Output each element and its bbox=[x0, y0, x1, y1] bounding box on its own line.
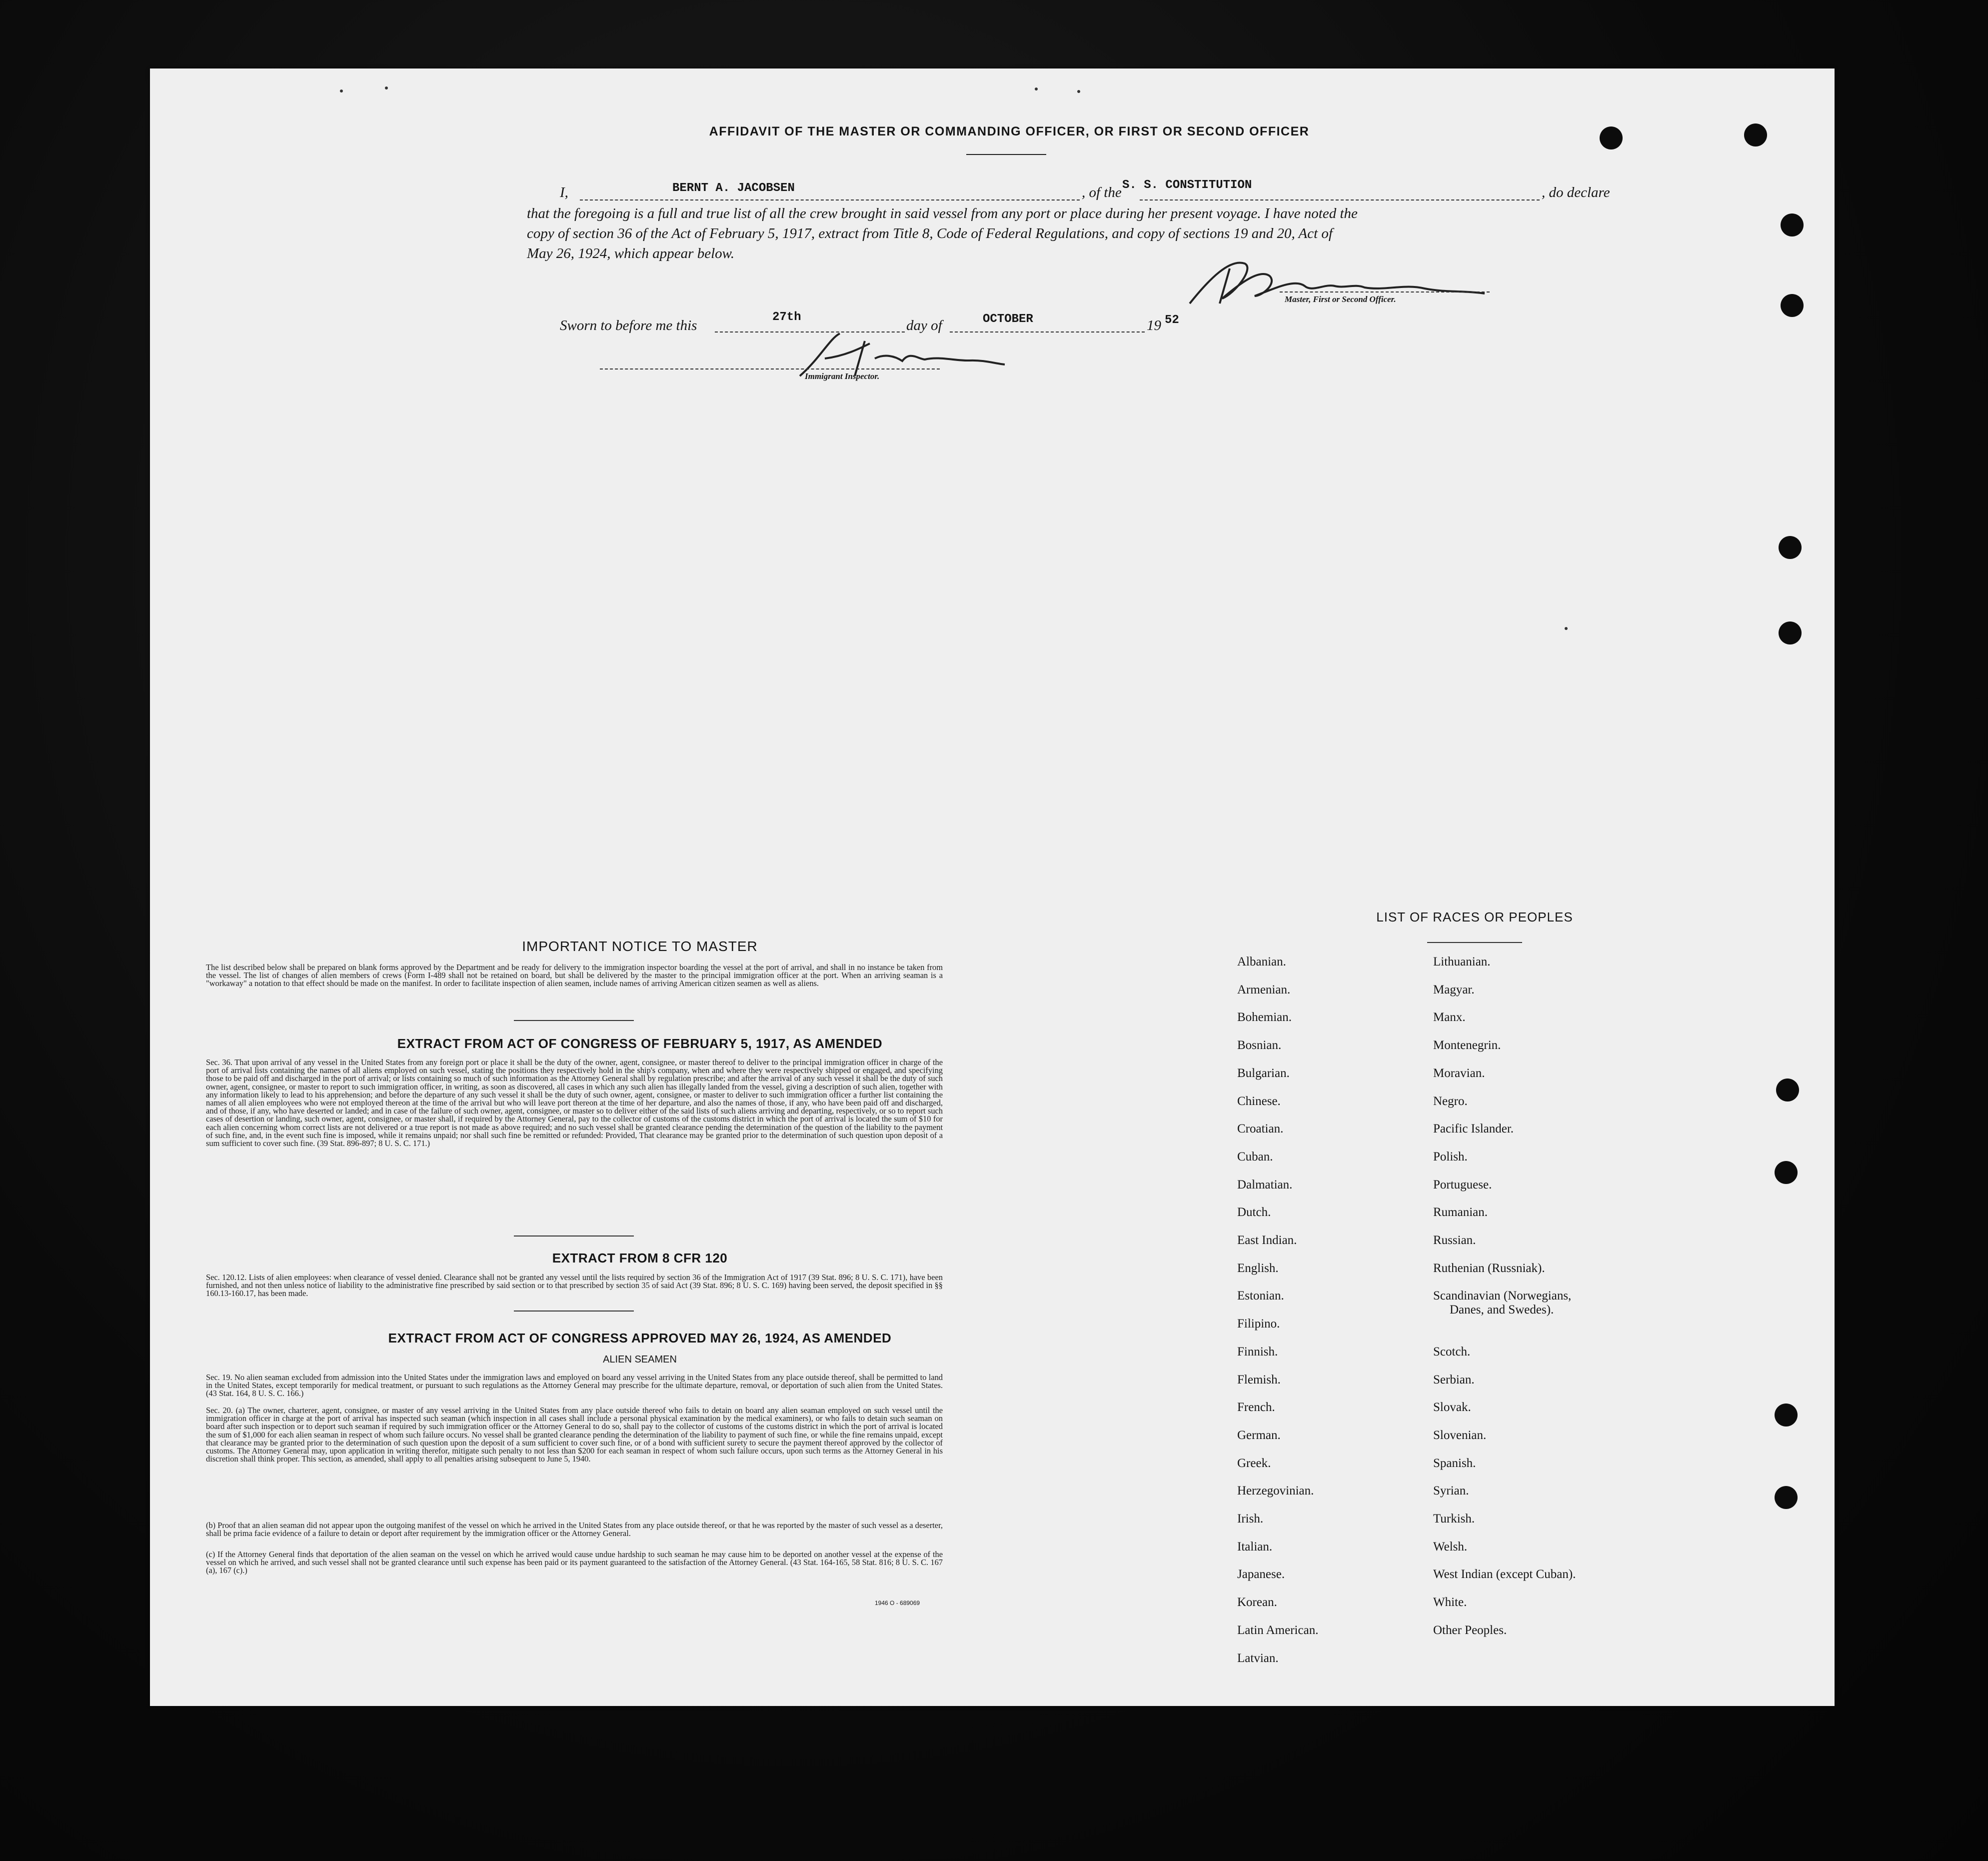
affidavit-title: AFFIDAVIT OF THE MASTER OR COMMANDING OFFICER, OR FIRST OR SECOND OFFICER bbox=[709, 124, 1310, 138]
print-code: 1946 O - 689069 bbox=[875, 1600, 920, 1606]
race-item: Japanese. bbox=[1237, 1568, 1285, 1582]
of-the-label: , of the bbox=[1082, 184, 1122, 200]
race-item: English. bbox=[1237, 1261, 1279, 1275]
race-item: Montenegrin. bbox=[1433, 1038, 1501, 1052]
punch-hole-icon bbox=[1775, 1161, 1798, 1184]
document-page bbox=[150, 68, 1835, 1706]
races-title-underline bbox=[1427, 942, 1522, 943]
extract-1924-sec19: Sec. 19. No alien seaman excluded from admission into the United States under the immigration laws and employed on board any vessel arriving in the United States from any place outside thereof, shall be permitted to land in the United States, except temporarily for medical treatment, or pursuant to such regulations as the Attorney General may prescribe for the ultimate departure, removal, or deportation of such alien from the United States. (43 Stat. 164, 8 U. S. C. 166.) bbox=[206, 1372, 943, 1398]
master-signature-mark bbox=[1175, 248, 1495, 318]
extract-1917-text: Sec. 36. That upon arrival of any vessel in the United States from any foreign port or place it shall be the duty of the owner, agent, consignee, or master thereof to deliver to the principal immigration officer in charge of the port of arrival lists containing the names of all aliens employed on such vessel, stating the positions they respectively hold in the ship's company, when and where they were respectively shipped or engaged, and specifying those to be paid off and discharged in the port of arrival; or lists containing so much of such information as the Attorney General shall by regulation prescribe; and after the arrival of any such vessel it shall be the duty of such owner, agent, consignee, or master to report to such immigration officer, in writing, as soon as discovered, all cases in which any such alien has illegally landed from the vessel, giving a description of such alien, together with any information likely to lead to his apprehension; and before the departure of any such vessel it shall be the duty of such owner, agent, consignee, or master to deliver to such immigration officer a further list containing the names of all alien employees who were not employed thereon at the time of the arrival but who will leave port thereon at the time of her departure, and also the names of those, if any, who have been paid off and discharged, and of those, if any, who have deserted or landed; and in case of the failure of such owner, agent, consignee, or master so to deliver either of the said lists of such aliens arriving and departing, respectively, or so to report such cases of desertion or landing, such owner, agent, consignee, or master shall, if required by the Attorney General, pay to the collector of customs of the customs district in which the port of arrival is located the sum of $10 for each alien concerning whom correct lists are not delivered or a true report is not made as above required; and no such vessel shall be granted clearance pending the determination of the question of the liability to the payment of such fine, and, in the event such fine is imposed, while it remains unpaid; nor shall such fine be remitted or refunded: Provided, That clearance may be granted prior to the determination of such question upon deposit of a sum sufficient to cover such fine. (39 Stat. 896-897; 8 U. S. C. 171.) bbox=[206, 1058, 943, 1148]
speck-mark bbox=[1565, 627, 1568, 630]
extract-1924-subtitle: ALIEN SEAMEN bbox=[603, 1354, 677, 1365]
race-item: Korean. bbox=[1237, 1596, 1277, 1610]
race-item: Herzegovinian. bbox=[1237, 1484, 1314, 1498]
extract-1924-sec20c: (c) If the Attorney General finds that deportation of the alien seaman on the vessel on which he arrived would cause undue hardship to such seaman he may cause him to be deported on another vessel at the expense of the vessel on which he arrived, and such vessel shall not be granted clearance until such expense has been paid or its payment guaranteed to the satisfaction of the Attorney General. (43 Stat. 164-165, 58 Stat. 816; 8 U. S. C. 167 (a), 167 (c).) bbox=[206, 1550, 943, 1576]
extract-cfr-title: EXTRACT FROM 8 CFR 120 bbox=[552, 1250, 728, 1266]
race-item: Bosnian. bbox=[1237, 1038, 1282, 1052]
speck-mark bbox=[385, 86, 388, 90]
race-item: Latvian. bbox=[1237, 1651, 1279, 1665]
punch-hole-icon bbox=[1779, 622, 1802, 644]
year-field: 52 bbox=[1165, 314, 1179, 327]
master-caption: Master, First or Second Officer. bbox=[1285, 294, 1396, 304]
race-item: Syrian. bbox=[1433, 1484, 1469, 1498]
master-name-field: BERNT A. JACOBSEN bbox=[672, 182, 795, 195]
extract-1924-title: EXTRACT FROM ACT OF CONGRESS APPROVED MAY 26, 1924, AS AMENDED bbox=[388, 1330, 892, 1346]
punch-hole-icon bbox=[1779, 536, 1802, 559]
race-item: Russian. bbox=[1433, 1234, 1476, 1247]
race-item: Danes, and Swedes). bbox=[1450, 1303, 1554, 1317]
race-item: Finnish. bbox=[1237, 1344, 1278, 1358]
race-item: French. bbox=[1237, 1400, 1275, 1414]
sworn-day-field: 27th bbox=[772, 310, 801, 324]
race-item: Turkish. bbox=[1433, 1512, 1475, 1526]
race-item: Serbian. bbox=[1433, 1372, 1475, 1386]
race-item: Estonian. bbox=[1237, 1289, 1284, 1303]
race-item: Greek. bbox=[1237, 1456, 1271, 1470]
section-divider bbox=[514, 1310, 634, 1312]
sworn-month-field: OCTOBER bbox=[983, 312, 1033, 326]
race-item: Slovenian. bbox=[1433, 1428, 1487, 1442]
race-item: Negro. bbox=[1433, 1094, 1468, 1108]
punch-hole-icon bbox=[1775, 1404, 1798, 1426]
race-item: Cuban. bbox=[1237, 1150, 1273, 1164]
important-notice-text: The list described below shall be prepared on blank forms approved by the Department and be ready for delivery to the immigration inspector boarding the vessel at the port of arrival, and shall in no instance be taken from the vessel. The list of changes of alien members of crews (Form I-489 shall not be retained on board, but shall be delivered by the master to the principal immigration officer at the port. When an arriving seaman is a "workaway" a notation to that effect should be made on the manifest. In order to facilitate inspection of alien seamen, include names of arriving American citizen seamen as well as aliens. bbox=[206, 962, 943, 988]
punch-hole-icon bbox=[1600, 126, 1623, 150]
year-prefix: 19 bbox=[1147, 318, 1161, 334]
race-item: Slovak. bbox=[1433, 1400, 1471, 1414]
inspector-caption: Immigrant Inspector. bbox=[805, 372, 880, 381]
declare-label: , do declare bbox=[1542, 184, 1610, 200]
sworn-label: Sworn to before me this bbox=[560, 318, 697, 334]
day-of-label: day of bbox=[906, 318, 942, 334]
extract-1917-title: EXTRACT FROM ACT OF CONGRESS OF FEBRUARY 5, 1917, AS AMENDED bbox=[397, 1036, 883, 1051]
punch-hole-icon bbox=[1776, 1078, 1799, 1102]
race-item: Albanian. bbox=[1237, 955, 1286, 968]
race-item: Scandinavian (Norwegians, bbox=[1433, 1289, 1572, 1303]
race-item: Portuguese. bbox=[1433, 1178, 1492, 1192]
race-item: Ruthenian (Russniak). bbox=[1433, 1261, 1545, 1275]
punch-hole-icon bbox=[1781, 214, 1804, 236]
vessel-name-field: S. S. CONSTITUTION bbox=[1122, 178, 1252, 192]
extract-1924-sec20b: (b) Proof that an alien seaman did not appear upon the outgoing manifest of the vessel on which he arrived in the United States from any place outside thereof, or that he was reported by the master of such vessel as a deserter, shall be prima facie evidence of a failure to detain or deport after requirement by the immigration officer or the Attorney General. bbox=[206, 1520, 943, 1538]
important-notice-title: IMPORTANT NOTICE TO MASTER bbox=[522, 938, 758, 954]
race-item: Spanish. bbox=[1433, 1456, 1476, 1470]
punch-hole-icon bbox=[1744, 124, 1767, 146]
race-item: Italian. bbox=[1237, 1540, 1273, 1554]
race-item: Lithuanian. bbox=[1433, 955, 1491, 968]
inspector-signature-line bbox=[600, 368, 940, 370]
races-list-title: LIST OF RACES OR PEOPLES bbox=[1376, 910, 1573, 924]
race-item: Armenian. bbox=[1237, 982, 1291, 996]
speck-mark bbox=[1035, 88, 1038, 90]
race-item: Flemish. bbox=[1237, 1372, 1281, 1386]
race-item: White. bbox=[1433, 1596, 1467, 1610]
race-item: Dalmatian. bbox=[1237, 1178, 1293, 1192]
race-item: Irish. bbox=[1237, 1512, 1264, 1526]
punch-hole-icon bbox=[1775, 1486, 1798, 1509]
race-item: Welsh. bbox=[1433, 1540, 1468, 1554]
extract-cfr-text: Sec. 120.12. Lists of alien employees: when clearance of vessel denied. Clearance shall not be granted any vessel until the lists required by section 36 of the Immigration Act of 1917 (39 Stat. 896; 8 U. S. C. 171), have been furnished, and not then unless notice of liability to the administrative fine prescribed by said section or to that prescribed by section 35 of said Act (39 Stat. 896; 8 U. S. C. 169) having been served, the deposit specified in §§ 160.13-160.17, has been made. bbox=[206, 1272, 943, 1298]
race-item: Dutch. bbox=[1237, 1206, 1271, 1220]
race-item: Latin American. bbox=[1237, 1623, 1319, 1637]
race-item: Rumanian. bbox=[1433, 1206, 1488, 1220]
race-item: Scotch. bbox=[1433, 1344, 1471, 1358]
affidavit-line-2: that the foregoing is a full and true list of all the crew brought in said vessel from any port or place during her present voyage. I have noted the bbox=[527, 206, 1358, 222]
race-item: Chinese. bbox=[1237, 1094, 1281, 1108]
race-item: Magyar. bbox=[1433, 982, 1475, 996]
extract-1924-sec20a: Sec. 20. (a) The owner, charterer, agent, consignee, or master of any vessel arriving in the United States from any place outside thereof who fails to detain on board any alien seaman employed on such vessel until the immigration officer in charge at the port of arrival has inspected such seaman (which inspection in all cases shall include a personal physical examination by the medical examiners), or who fails to detain such seaman on board after such inspection or to deport such seaman if required by such immigration officer or the Attorney General to do so, shall pay to the collector of customs of the customs district in which the port of arrival is located the sum of $1,000 for each alien seaman in respect of whom such failure occurs. No vessel shall be granted clearance pending the determination of the liability to payment of such fine, or while the fine remains unpaid, except that clearance may be granted prior to the determination of such question upon the deposit of a sum sufficient to cover such fine, or of a bond with sufficient surety to secure the payment thereof approved by the collector of customs. The Attorney General may, upon application in writing therefor, mitigate such penalty to not less than $200 for each seaman in respect of whom such failure occurs, upon such terms as the Attorney General in his discretion shall think proper. This section, as amended, shall apply to all penalties arising subsequent to June 5, 1940. bbox=[206, 1406, 943, 1464]
race-item: Polish. bbox=[1433, 1150, 1468, 1164]
race-item: West Indian (except Cuban). bbox=[1433, 1568, 1576, 1582]
affidavit-line-3: copy of section 36 of the Act of February 5, 1917, extract from Title 8, Code of Federal Regulations, and copy of sections 19 and 20, Act of bbox=[527, 226, 1333, 242]
affidavit-line-4: May 26, 1924, which appear below. bbox=[527, 246, 735, 262]
race-item: Moravian. bbox=[1433, 1066, 1485, 1080]
punch-hole-icon bbox=[1781, 294, 1804, 317]
race-item: Bohemian. bbox=[1237, 1010, 1292, 1024]
title-underline bbox=[966, 154, 1046, 155]
section-divider bbox=[514, 1020, 634, 1021]
speck-mark bbox=[1077, 90, 1080, 93]
speck-mark bbox=[340, 90, 343, 92]
race-item: Filipino. bbox=[1237, 1317, 1280, 1331]
i-label: I, bbox=[560, 184, 568, 200]
race-item: Other Peoples. bbox=[1433, 1623, 1507, 1637]
race-item: Pacific Islander. bbox=[1433, 1122, 1514, 1136]
race-item: German. bbox=[1237, 1428, 1281, 1442]
race-item: Croatian. bbox=[1237, 1122, 1284, 1136]
race-item: East Indian. bbox=[1237, 1234, 1297, 1247]
race-item: Bulgarian. bbox=[1237, 1066, 1290, 1080]
race-item: Manx. bbox=[1433, 1010, 1466, 1024]
